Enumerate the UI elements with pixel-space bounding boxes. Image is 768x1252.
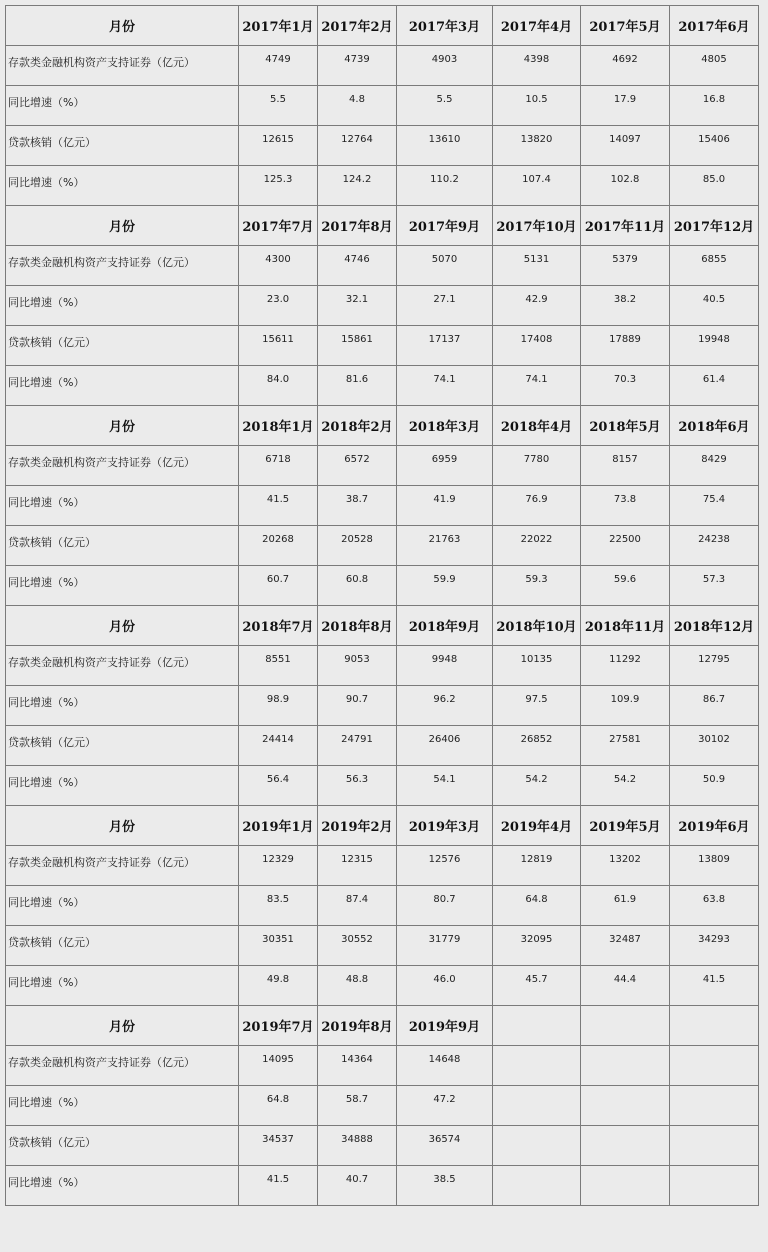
value-cell: 50.9	[670, 766, 759, 806]
value-cell: 54.2	[581, 766, 670, 806]
value-cell: 59.6	[581, 566, 670, 606]
table-row	[6, 1126, 759, 1166]
value-cell: 9053	[318, 646, 397, 686]
value-cell	[493, 1126, 581, 1166]
row-label: 贷款核销（亿元）	[6, 126, 239, 166]
value-cell: 17408	[493, 326, 581, 366]
value-cell	[493, 1046, 581, 1086]
statistics-table	[5, 5, 759, 1206]
value-cell: 13809	[670, 846, 759, 886]
value-cell: 21763	[397, 526, 493, 566]
value-cell: 70.3	[581, 366, 670, 406]
value-cell: 59.3	[493, 566, 581, 606]
table-row	[6, 886, 759, 926]
value-cell: 15406	[670, 126, 759, 166]
value-cell: 20528	[318, 526, 397, 566]
value-cell: 74.1	[493, 366, 581, 406]
month-cell: 2018年8月	[318, 606, 397, 646]
value-cell: 4746	[318, 246, 397, 286]
value-cell: 15861	[318, 326, 397, 366]
value-cell: 48.8	[318, 966, 397, 1006]
month-cell: 2019年4月	[493, 806, 581, 846]
value-cell: 80.7	[397, 886, 493, 926]
value-cell: 6855	[670, 246, 759, 286]
month-cell: 2018年7月	[239, 606, 318, 646]
month-cell: 2019年7月	[239, 1006, 318, 1046]
month-cell	[493, 1006, 581, 1046]
row-label: 存款类金融机构资产支持证券（亿元）	[6, 646, 239, 686]
month-cell: 2017年12月	[670, 206, 759, 246]
month-cell: 2018年6月	[670, 406, 759, 446]
month-cell: 2018年1月	[239, 406, 318, 446]
value-cell: 110.2	[397, 166, 493, 206]
month-cell	[581, 1006, 670, 1046]
value-cell: 8157	[581, 446, 670, 486]
value-cell: 24238	[670, 526, 759, 566]
month-cell: 2019年8月	[318, 1006, 397, 1046]
month-header-row	[6, 606, 759, 646]
table-row	[6, 686, 759, 726]
value-cell: 26406	[397, 726, 493, 766]
value-cell: 124.2	[318, 166, 397, 206]
table-row	[6, 326, 759, 366]
table-body	[6, 6, 759, 1206]
value-cell	[493, 1086, 581, 1126]
month-header-label: 月份	[6, 1006, 239, 1046]
row-label: 同比增速（%）	[6, 286, 239, 326]
row-label: 存款类金融机构资产支持证券（亿元）	[6, 246, 239, 286]
row-label: 同比增速（%）	[6, 366, 239, 406]
value-cell: 57.3	[670, 566, 759, 606]
value-cell: 4.8	[318, 86, 397, 126]
value-cell: 64.8	[239, 1086, 318, 1126]
value-cell	[670, 1046, 759, 1086]
row-label: 同比增速（%）	[6, 566, 239, 606]
value-cell: 87.4	[318, 886, 397, 926]
month-cell: 2019年2月	[318, 806, 397, 846]
month-cell: 2019年3月	[397, 806, 493, 846]
month-cell: 2018年10月	[493, 606, 581, 646]
value-cell: 125.3	[239, 166, 318, 206]
value-cell: 4903	[397, 46, 493, 86]
value-cell: 26852	[493, 726, 581, 766]
value-cell: 40.7	[318, 1166, 397, 1206]
value-cell: 86.7	[670, 686, 759, 726]
table-row	[6, 46, 759, 86]
value-cell: 12615	[239, 126, 318, 166]
value-cell: 34537	[239, 1126, 318, 1166]
value-cell: 97.5	[493, 686, 581, 726]
value-cell: 20268	[239, 526, 318, 566]
value-cell: 102.8	[581, 166, 670, 206]
month-cell: 2017年5月	[581, 6, 670, 46]
value-cell: 32095	[493, 926, 581, 966]
value-cell: 32487	[581, 926, 670, 966]
table-row	[6, 726, 759, 766]
month-cell: 2018年3月	[397, 406, 493, 446]
value-cell: 30102	[670, 726, 759, 766]
value-cell: 5070	[397, 246, 493, 286]
value-cell: 27.1	[397, 286, 493, 326]
month-cell	[670, 1006, 759, 1046]
table-row	[6, 766, 759, 806]
value-cell: 6959	[397, 446, 493, 486]
value-cell: 31779	[397, 926, 493, 966]
row-label: 同比增速（%）	[6, 966, 239, 1006]
month-header-row	[6, 1006, 759, 1046]
value-cell: 4300	[239, 246, 318, 286]
value-cell: 85.0	[670, 166, 759, 206]
value-cell: 46.0	[397, 966, 493, 1006]
month-header-label: 月份	[6, 806, 239, 846]
table-row	[6, 286, 759, 326]
month-cell: 2017年4月	[493, 6, 581, 46]
row-label: 同比增速（%）	[6, 1166, 239, 1206]
row-label: 同比增速（%）	[6, 1086, 239, 1126]
value-cell: 73.8	[581, 486, 670, 526]
value-cell: 38.7	[318, 486, 397, 526]
table-row	[6, 86, 759, 126]
value-cell: 7780	[493, 446, 581, 486]
month-header-label: 月份	[6, 406, 239, 446]
month-cell: 2018年12月	[670, 606, 759, 646]
row-label: 同比增速（%）	[6, 886, 239, 926]
month-cell: 2017年6月	[670, 6, 759, 46]
value-cell: 58.7	[318, 1086, 397, 1126]
value-cell: 12764	[318, 126, 397, 166]
value-cell: 12819	[493, 846, 581, 886]
value-cell: 27581	[581, 726, 670, 766]
month-cell: 2019年6月	[670, 806, 759, 846]
value-cell	[670, 1166, 759, 1206]
row-label: 贷款核销（亿元）	[6, 526, 239, 566]
value-cell: 12315	[318, 846, 397, 886]
value-cell: 36574	[397, 1126, 493, 1166]
value-cell: 56.3	[318, 766, 397, 806]
value-cell: 24791	[318, 726, 397, 766]
month-cell: 2019年1月	[239, 806, 318, 846]
table-row	[6, 126, 759, 166]
month-cell: 2017年11月	[581, 206, 670, 246]
value-cell: 40.5	[670, 286, 759, 326]
value-cell: 15611	[239, 326, 318, 366]
value-cell: 76.9	[493, 486, 581, 526]
table-row	[6, 1166, 759, 1206]
value-cell: 59.9	[397, 566, 493, 606]
value-cell	[493, 1166, 581, 1206]
table-row	[6, 486, 759, 526]
value-cell: 74.1	[397, 366, 493, 406]
value-cell: 8551	[239, 646, 318, 686]
row-label: 存款类金融机构资产支持证券（亿元）	[6, 846, 239, 886]
value-cell: 6718	[239, 446, 318, 486]
value-cell: 98.9	[239, 686, 318, 726]
value-cell: 41.5	[239, 486, 318, 526]
month-header-label: 月份	[6, 6, 239, 46]
row-label: 存款类金融机构资产支持证券（亿元）	[6, 446, 239, 486]
month-header-row	[6, 806, 759, 846]
value-cell: 38.5	[397, 1166, 493, 1206]
table-row	[6, 846, 759, 886]
month-cell: 2019年9月	[397, 1006, 493, 1046]
month-cell: 2017年8月	[318, 206, 397, 246]
value-cell: 38.2	[581, 286, 670, 326]
month-header-label: 月份	[6, 206, 239, 246]
month-header-row	[6, 406, 759, 446]
value-cell: 13610	[397, 126, 493, 166]
value-cell: 4739	[318, 46, 397, 86]
row-label: 同比增速（%）	[6, 766, 239, 806]
value-cell: 56.4	[239, 766, 318, 806]
value-cell: 109.9	[581, 686, 670, 726]
row-label: 贷款核销（亿元）	[6, 726, 239, 766]
value-cell: 64.8	[493, 886, 581, 926]
value-cell: 42.9	[493, 286, 581, 326]
value-cell: 30552	[318, 926, 397, 966]
table-row	[6, 926, 759, 966]
value-cell: 17137	[397, 326, 493, 366]
table-row	[6, 566, 759, 606]
value-cell	[581, 1166, 670, 1206]
month-header-label: 月份	[6, 606, 239, 646]
value-cell: 22022	[493, 526, 581, 566]
value-cell: 10.5	[493, 86, 581, 126]
value-cell: 17889	[581, 326, 670, 366]
month-cell: 2018年5月	[581, 406, 670, 446]
value-cell: 12795	[670, 646, 759, 686]
value-cell: 83.5	[239, 886, 318, 926]
table-row	[6, 246, 759, 286]
value-cell: 14364	[318, 1046, 397, 1086]
value-cell: 84.0	[239, 366, 318, 406]
value-cell: 90.7	[318, 686, 397, 726]
value-cell: 60.8	[318, 566, 397, 606]
value-cell: 44.4	[581, 966, 670, 1006]
value-cell: 4805	[670, 46, 759, 86]
value-cell: 61.9	[581, 886, 670, 926]
value-cell: 5.5	[397, 86, 493, 126]
table-row	[6, 966, 759, 1006]
value-cell: 61.4	[670, 366, 759, 406]
value-cell: 107.4	[493, 166, 581, 206]
month-cell: 2018年2月	[318, 406, 397, 446]
value-cell	[670, 1126, 759, 1166]
value-cell: 63.8	[670, 886, 759, 926]
value-cell: 34293	[670, 926, 759, 966]
value-cell: 41.9	[397, 486, 493, 526]
month-cell: 2017年9月	[397, 206, 493, 246]
month-cell: 2017年2月	[318, 6, 397, 46]
value-cell: 13202	[581, 846, 670, 886]
table-row	[6, 646, 759, 686]
value-cell: 96.2	[397, 686, 493, 726]
value-cell: 19948	[670, 326, 759, 366]
value-cell: 8429	[670, 446, 759, 486]
month-cell: 2017年7月	[239, 206, 318, 246]
row-label: 贷款核销（亿元）	[6, 926, 239, 966]
row-label: 贷款核销（亿元）	[6, 326, 239, 366]
row-label: 贷款核销（亿元）	[6, 1126, 239, 1166]
value-cell: 41.5	[670, 966, 759, 1006]
value-cell: 54.1	[397, 766, 493, 806]
value-cell	[581, 1086, 670, 1126]
value-cell: 12576	[397, 846, 493, 886]
value-cell: 49.8	[239, 966, 318, 1006]
month-header-row	[6, 6, 759, 46]
value-cell: 5.5	[239, 86, 318, 126]
row-label: 同比增速（%）	[6, 166, 239, 206]
row-label: 存款类金融机构资产支持证券（亿元）	[6, 46, 239, 86]
value-cell: 81.6	[318, 366, 397, 406]
month-cell: 2018年4月	[493, 406, 581, 446]
value-cell: 32.1	[318, 286, 397, 326]
value-cell: 4692	[581, 46, 670, 86]
table-row	[6, 526, 759, 566]
table-row	[6, 1086, 759, 1126]
month-cell: 2018年11月	[581, 606, 670, 646]
value-cell: 14648	[397, 1046, 493, 1086]
value-cell: 5379	[581, 246, 670, 286]
row-label: 同比增速（%）	[6, 686, 239, 726]
table-row	[6, 166, 759, 206]
month-header-row	[6, 206, 759, 246]
value-cell: 60.7	[239, 566, 318, 606]
value-cell: 30351	[239, 926, 318, 966]
value-cell: 75.4	[670, 486, 759, 526]
value-cell: 12329	[239, 846, 318, 886]
row-label: 同比增速（%）	[6, 86, 239, 126]
table-row	[6, 1046, 759, 1086]
value-cell: 10135	[493, 646, 581, 686]
value-cell: 13820	[493, 126, 581, 166]
month-cell: 2017年10月	[493, 206, 581, 246]
value-cell: 24414	[239, 726, 318, 766]
value-cell: 22500	[581, 526, 670, 566]
value-cell: 17.9	[581, 86, 670, 126]
value-cell: 4749	[239, 46, 318, 86]
value-cell	[670, 1086, 759, 1126]
value-cell: 14095	[239, 1046, 318, 1086]
value-cell: 5131	[493, 246, 581, 286]
month-cell: 2017年3月	[397, 6, 493, 46]
row-label: 同比增速（%）	[6, 486, 239, 526]
value-cell: 34888	[318, 1126, 397, 1166]
value-cell	[581, 1126, 670, 1166]
value-cell: 54.2	[493, 766, 581, 806]
value-cell: 45.7	[493, 966, 581, 1006]
value-cell: 23.0	[239, 286, 318, 326]
row-label: 存款类金融机构资产支持证券（亿元）	[6, 1046, 239, 1086]
value-cell: 41.5	[239, 1166, 318, 1206]
month-cell: 2017年1月	[239, 6, 318, 46]
month-cell: 2019年5月	[581, 806, 670, 846]
value-cell: 11292	[581, 646, 670, 686]
value-cell: 4398	[493, 46, 581, 86]
value-cell: 47.2	[397, 1086, 493, 1126]
value-cell: 6572	[318, 446, 397, 486]
value-cell: 9948	[397, 646, 493, 686]
value-cell: 16.8	[670, 86, 759, 126]
table-row	[6, 446, 759, 486]
value-cell	[581, 1046, 670, 1086]
month-cell: 2018年9月	[397, 606, 493, 646]
value-cell: 14097	[581, 126, 670, 166]
table-row	[6, 366, 759, 406]
